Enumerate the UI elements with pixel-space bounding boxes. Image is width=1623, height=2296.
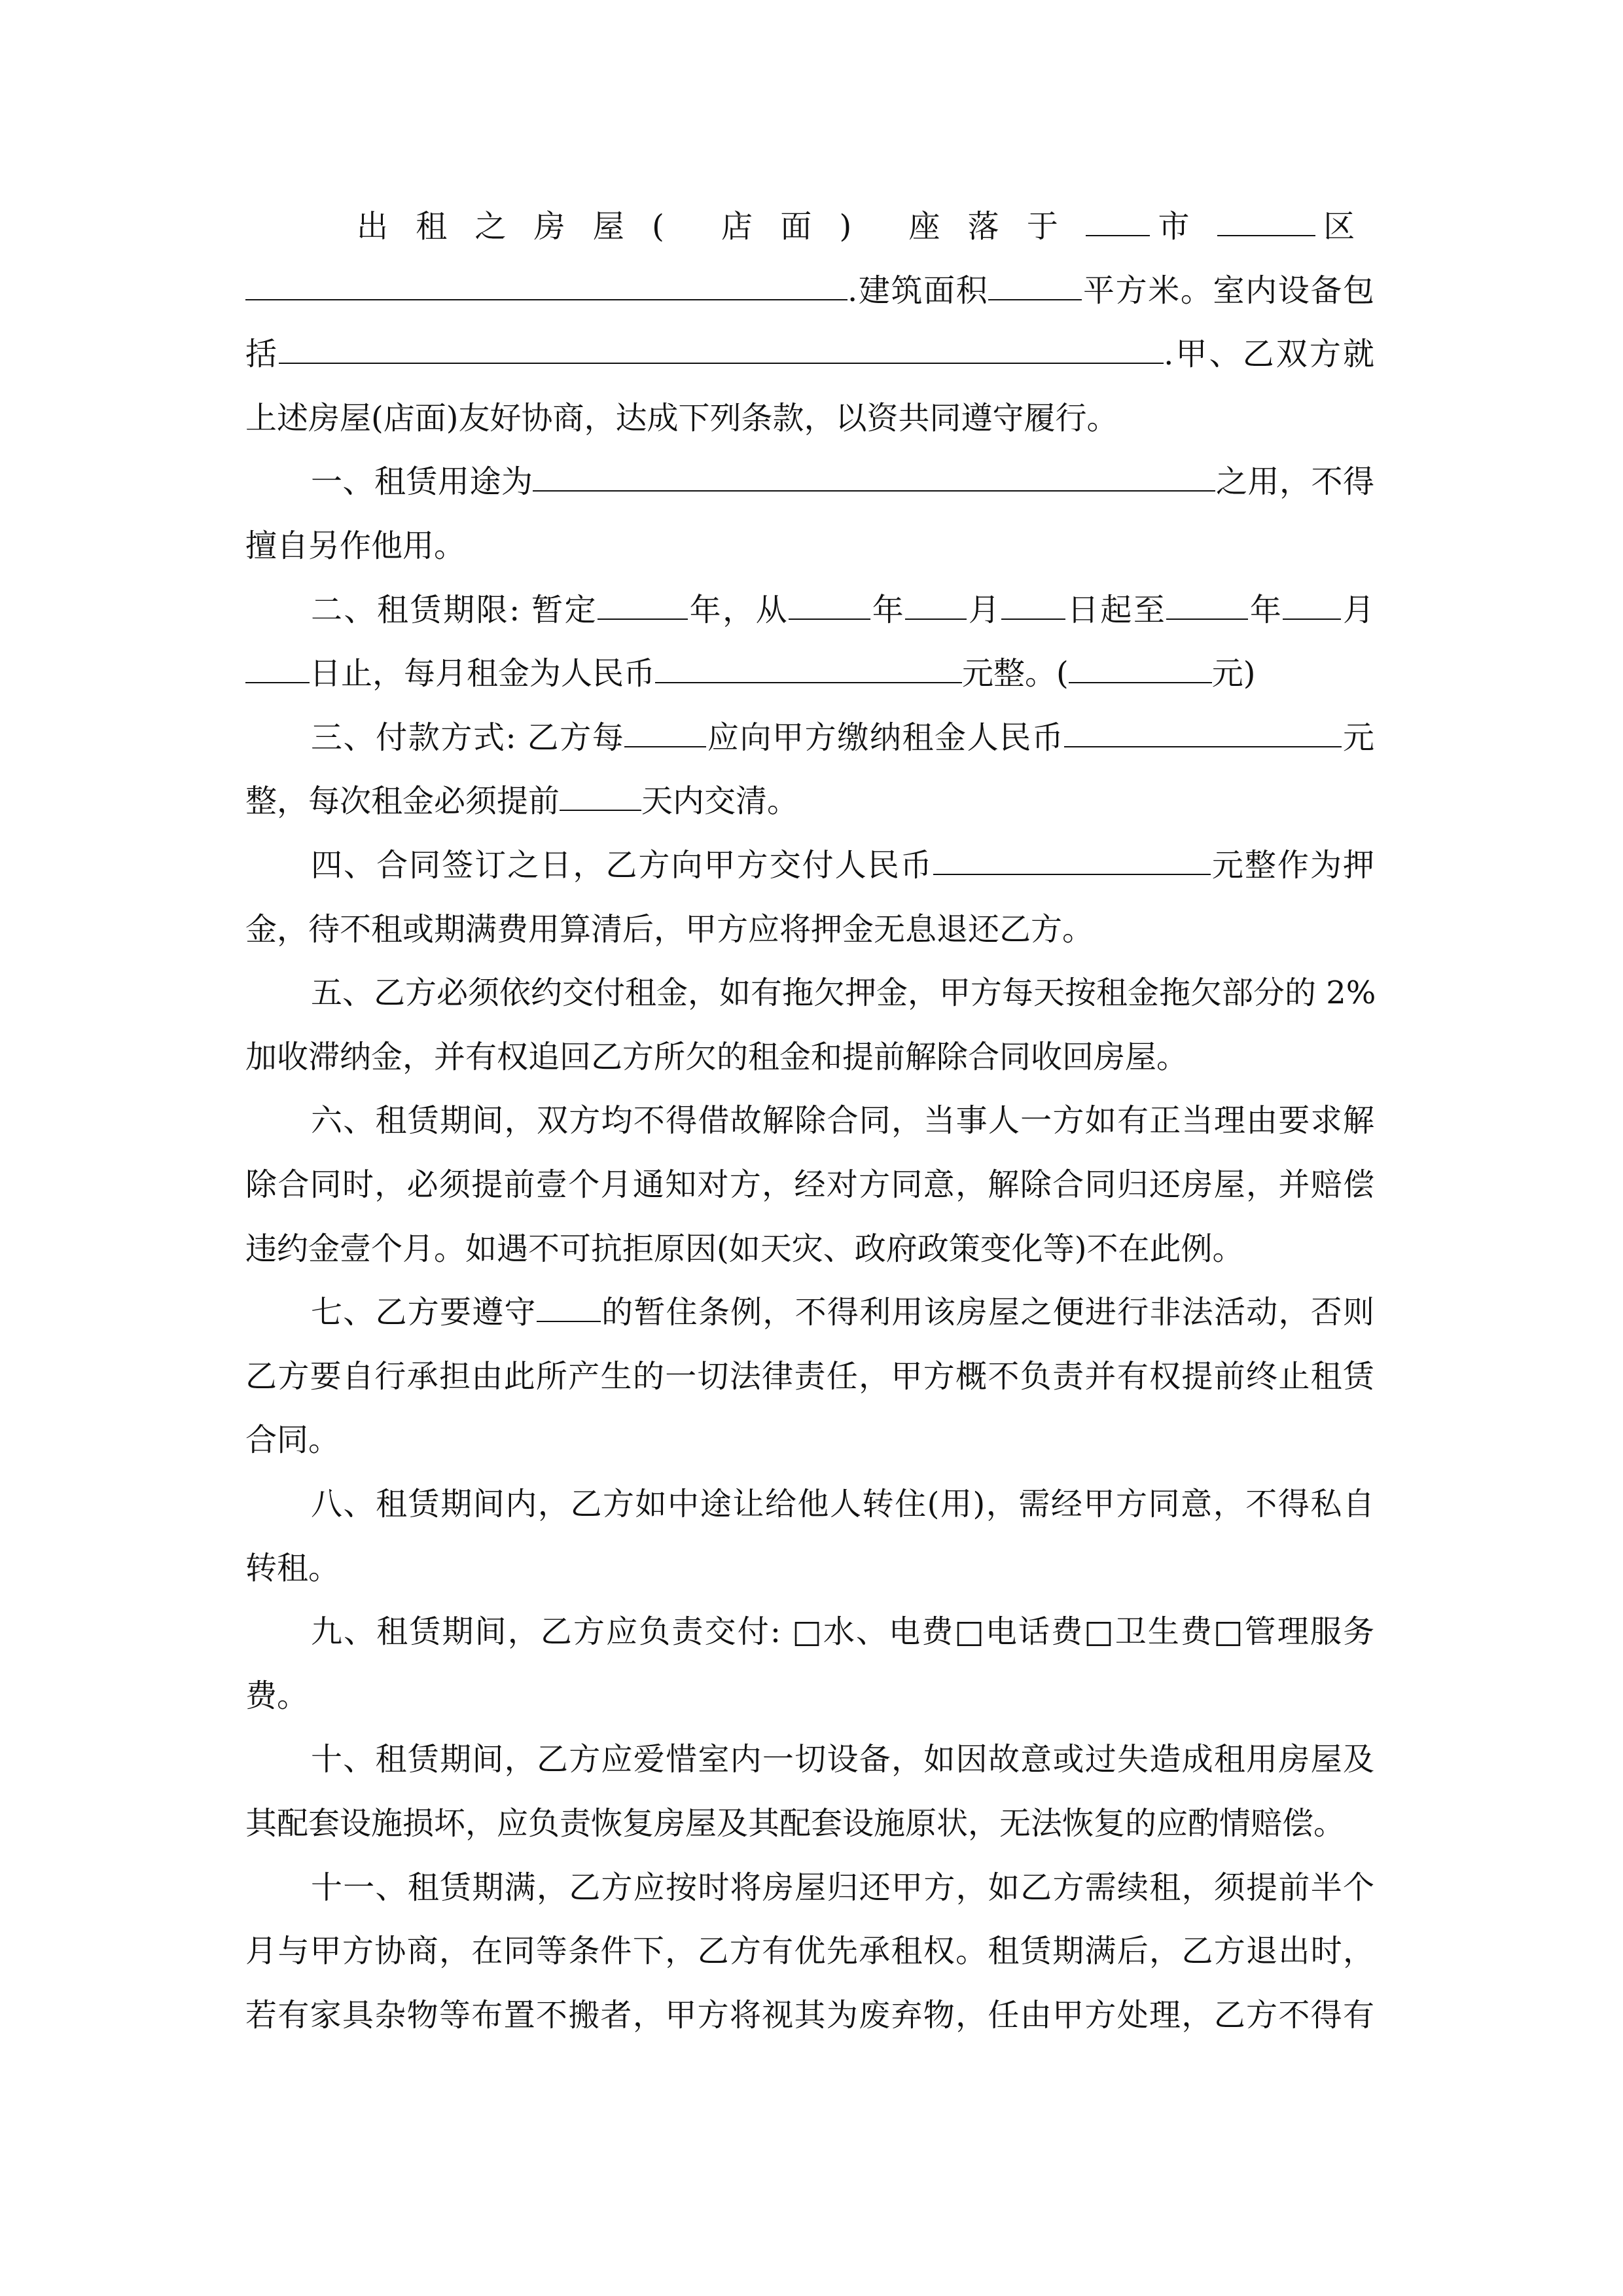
text-segment: 区 <box>1315 208 1374 245</box>
text-line <box>311 578 1374 642</box>
fill-in-blank[interactable] <box>1166 578 1248 620</box>
fill-in-blank[interactable] <box>1001 578 1065 620</box>
text-segment: 违约金壹个月。如遇不可抗拒原因(如天灾、政府政策变化等)不在此例。 <box>245 1230 1244 1267</box>
fill-in-blank[interactable] <box>533 450 1215 492</box>
text-segment: 十一、租赁期满，乙方应按时将房屋归还甲方，如乙方需续租，须提前半个 <box>311 1869 1374 1906</box>
text-segment: 转租。 <box>245 1549 340 1587</box>
text-segment: 除合同时，必须提前壹个月通知对方，经对方同意，解除合同归还房屋，并赔偿 <box>245 1166 1374 1203</box>
text-line <box>245 1153 1374 1217</box>
text-segment: 若有家具杂物等布置不搬者，甲方将视其为废弃物，任由甲方处理，乙方不得有 <box>245 1996 1374 2034</box>
text-segment: 括 <box>245 336 279 373</box>
text-line <box>245 1536 1374 1600</box>
fill-in-blank[interactable] <box>597 578 688 620</box>
text-segment: 费。 <box>245 1677 309 1714</box>
text-segment: 一、租赁用途为 <box>311 463 533 501</box>
text-segment: 年 <box>870 591 906 628</box>
text-segment: .建筑面积 <box>847 272 989 309</box>
fill-in-blank[interactable] <box>933 833 1211 875</box>
text-line <box>245 386 1374 450</box>
text-line <box>311 1280 1374 1344</box>
text-segment: 整，每次租金必须提前 <box>245 783 560 820</box>
text-segment: 八、租赁期间内，乙方如中途让给他人转住(用)，需经甲方同意，不得私自 <box>311 1486 1374 1522</box>
text-line <box>245 1408 1374 1472</box>
fill-in-blank[interactable] <box>905 578 967 620</box>
text-segment: 擅自另作他用。 <box>245 528 466 564</box>
text-segment: 加收滞纳金，并有权追回乙方所欠的租金和提前解除合同收回房屋。 <box>245 1038 1188 1075</box>
text-segment: 金，待不租或期满费用算清后，甲方应将押金无息退还乙方。 <box>245 910 1094 948</box>
fill-in-blank[interactable] <box>1064 706 1342 747</box>
text-segment: 乙方要自行承担由此所产生的一切法律责任，甲方概不负责并有权提前终止租赁 <box>245 1357 1374 1395</box>
text-segment: 天内交清。 <box>641 783 799 820</box>
fill-in-blank[interactable] <box>655 641 962 683</box>
text-segment: 元整。( <box>962 655 1069 692</box>
text-segment: 年，从 <box>688 591 789 628</box>
text-line <box>311 1727 1374 1791</box>
text-segment: 应向甲方缴纳租金人民币 <box>706 719 1065 756</box>
fill-in-blank[interactable] <box>1283 578 1341 620</box>
fill-in-blank[interactable] <box>245 641 310 683</box>
fill-in-blank[interactable] <box>279 322 1164 364</box>
fill-in-blank[interactable] <box>1069 641 1212 683</box>
text-line <box>245 1344 1374 1408</box>
text-line <box>245 897 1374 961</box>
text-segment: 九、租赁期间，乙方应负责交付: □水、电费□电话费□卫生费□管理服务 <box>311 1613 1374 1651</box>
text-segment: 三、付款方式: 乙方每 <box>311 719 625 756</box>
text-line <box>311 450 1374 514</box>
text-segment: 之用，不得 <box>1215 463 1374 501</box>
text-line <box>245 769 1374 833</box>
text-line <box>245 641 1374 706</box>
fill-in-blank[interactable] <box>245 259 847 300</box>
text-segment: 年 <box>1248 591 1283 628</box>
text-segment: 市 <box>1150 208 1217 245</box>
text-segment: 的暂住条例，不得利用该房屋之便进行非法活动，否则 <box>600 1294 1374 1331</box>
text-segment: 元 <box>1342 719 1374 756</box>
text-segment: 六、租赁期间，双方均不得借故解除合同，当事人一方如有正当理由要求解 <box>311 1102 1374 1139</box>
text-segment: 元) <box>1211 655 1256 692</box>
text-segment: 月 <box>967 591 1002 628</box>
text-segment: 十、租赁期间，乙方应爱惜室内一切设备，如因故意或过失造成租用房屋及 <box>311 1741 1374 1778</box>
text-line <box>311 961 1374 1025</box>
fill-in-blank[interactable] <box>624 706 706 747</box>
text-line <box>245 1664 1374 1728</box>
text-line <box>245 1983 1374 2047</box>
text-segment: 二、租赁期限: 暂定 <box>311 591 598 628</box>
text-segment: 上述房屋(店面)友好协商，达成下列条款，以资共同遵守履行。 <box>245 399 1118 437</box>
text-line <box>311 706 1374 770</box>
fill-in-blank[interactable] <box>1217 194 1315 236</box>
text-line <box>245 322 1374 386</box>
fill-in-blank[interactable] <box>560 769 641 811</box>
text-line <box>311 833 1374 897</box>
text-line <box>245 1919 1374 1983</box>
text-line <box>311 1472 1374 1536</box>
fill-in-blank[interactable] <box>537 1280 601 1322</box>
text-line <box>245 1025 1374 1089</box>
text-line <box>245 1791 1374 1856</box>
text-line <box>311 1600 1374 1664</box>
text-segment: 元整作为押 <box>1210 847 1374 884</box>
text-segment: 月与甲方协商，在同等条件下，乙方有优先承租权。租赁期满后，乙方退出时， <box>245 1933 1374 1970</box>
text-segment: 四、合同签订之日，乙方向甲方交付人民币 <box>311 847 933 884</box>
text-line <box>357 194 1374 259</box>
text-segment: 其配套设施损坏，应负责恢复房屋及其配套设施原状，无法恢复的应酌情赔偿。 <box>245 1805 1346 1842</box>
text-segment: 五、乙方必须依约交付租金，如有拖欠押金，甲方每天按租金拖欠部分的 2% <box>311 975 1376 1012</box>
text-segment: 月 <box>1341 591 1374 628</box>
text-line <box>245 1217 1374 1281</box>
text-segment: 合同。 <box>245 1422 340 1459</box>
text-line <box>245 259 1374 323</box>
text-line <box>311 1856 1374 1920</box>
text-line <box>245 514 1374 578</box>
text-segment: 日起至 <box>1065 591 1167 628</box>
text-segment: 出租之房屋( 店面) 座落于 <box>357 208 1086 245</box>
text-segment: 七、乙方要遵守 <box>311 1294 537 1331</box>
fill-in-blank[interactable] <box>988 259 1082 300</box>
fill-in-blank[interactable] <box>1086 194 1150 236</box>
text-segment: 日止，每月租金为人民币 <box>310 655 656 692</box>
text-line <box>311 1088 1374 1153</box>
fill-in-blank[interactable] <box>789 578 870 620</box>
text-segment: .甲、乙双方就 <box>1164 336 1374 373</box>
text-segment: 平方米。室内设备包 <box>1082 272 1374 309</box>
